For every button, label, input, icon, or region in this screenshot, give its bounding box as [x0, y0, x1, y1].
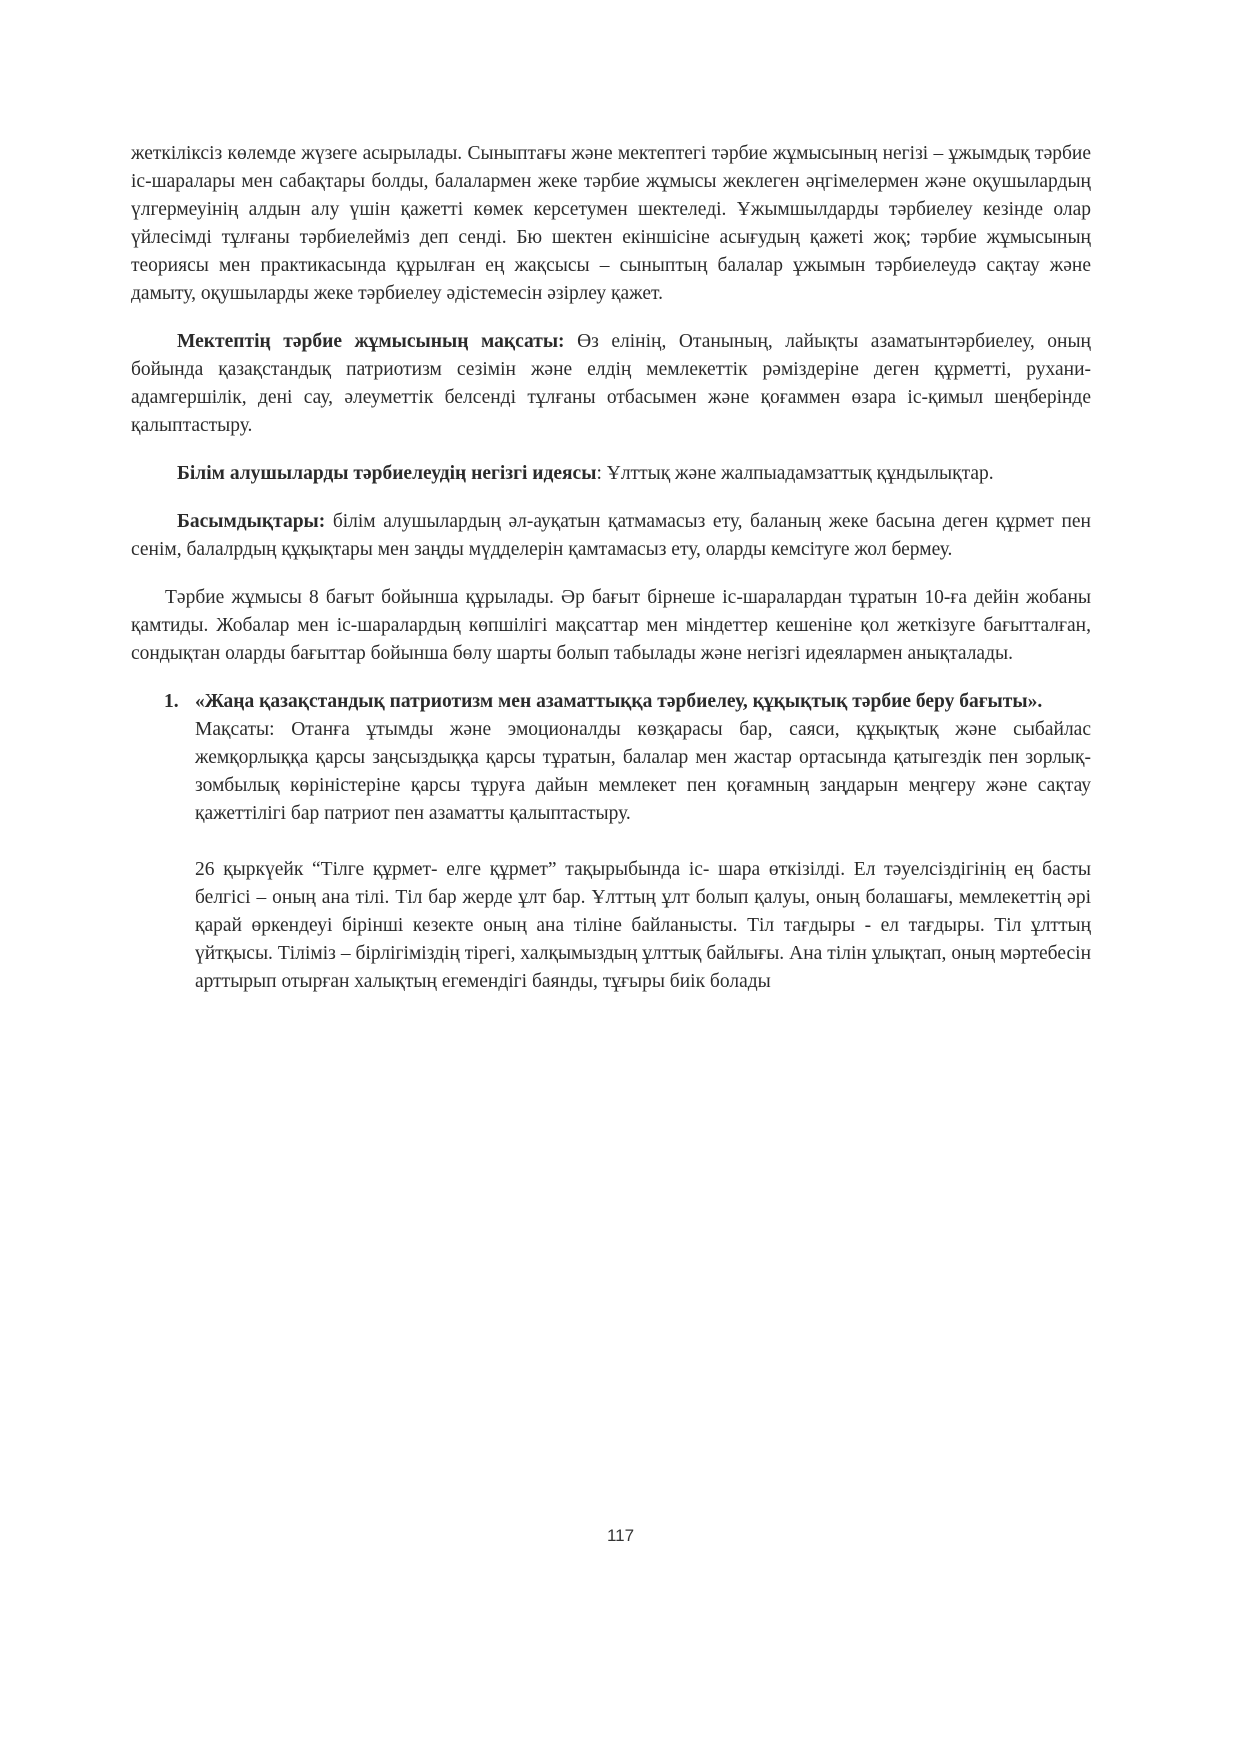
priorities-text: білім алушылардың әл-ауқатын қатмамасыз ету, баланың жеке басына деген құрмет пен сенім, балалрдың құқықтары мен заңды мүдделерін қамтамасыз ету, оларды кемсітуге жол бермеу. [131, 511, 1091, 560]
main-idea-heading: Білім алушыларды тәрбиелеудің негізгі идеясы [177, 463, 597, 484]
main-idea-text: : Ұлттық және жалпыадамзаттық құндылықтар. [596, 463, 994, 484]
page-body [131, 140, 1091, 996]
goal-text: Өз елінің, Отанының, лайықты азаматынтәрбиелеу, оның бойында қазақстандық патриотизм сезімін және елдің мемлекеттік рәміздеріне деген құрметті, рухани-адамгершілік, дені сау, әлеуметтік белсенді тұлғаны отбасымен және қоғаммен өзара іс-қимыл шеңберінде қалыптастыру. [131, 331, 1091, 436]
paragraph-priorities [131, 508, 1091, 564]
list-item [131, 688, 1091, 996]
paragraph-main-idea [131, 460, 1091, 488]
paragraph-directions: Тәрбие жұмысы 8 бағыт бойынша құрылады. Әр бағыт бірнеше іс-шаралардан тұратын 10-ға дейін жобаны қамтиды. Жобалар мен іс-шаралардың көпшілігі мақсаттар мен міндеттер кешеніне қол жеткізуге бағытталған, сондықтан оларды бағыттар бойынша бөлу шарты болып табылады және негізгі идеялармен анықталады. [131, 587, 1091, 664]
list-item-title: «Жаңа қазақстандық патриотизм мен азаматтыққа тәрбиелеу, құқықтық тәрбие беру бағыты». [195, 691, 1043, 712]
paragraph-goal [131, 328, 1091, 440]
paragraph-continued: жеткіліксіз көлемде жүзеге асырылады. Сыныптағы және мектептегі тәрбие жұмысының негізі – ұжымдық тәрбие іс-шаралары мен сабақтары болды, балалармен жеке тәрбие жұмысы жеклеген әңгімелермен және оқушылардың үлгермеуінің алдын алу үшін қажетті көмек керсетумен шектеледі. Ұжымшылдарды тәрбиелеу кезінде олар үйлесімді тұлғаны тәрбиелейміз деп сенді. Бю шектен екіншісіне асығудың қажеті жоқ; тәрбие жұмысының теориясы мен практикасында құрылған ең жақсысы – сыныптың балалар ұжымын тәрбиелеудә сақтау және дамыту, оқушыларды жеке тәрбиелеу әдістемесін әзірлеу қажет. [131, 143, 1091, 304]
list-item-goal: Мақсаты: Отанға ұтымды және эмоционалды көзқарасы бар, саяси, құқықтық және сыбайлас жемқорлыққа қарсы заңсыздыққа қарсы тұратын, балалар мен жастар ортасында қатыгездік пен зорлық-зомбылық көріністеріне қарсы тұруға дайын мемлекет пен қоғамның заңдарын меңгеру және сақтау қажеттілігі бар патриот пен азаматты қалыптастыру. [195, 719, 1091, 824]
list-item-event: 26 қыркүейк “Тілге құрмет- елге құрмет” тақырыбында іс- шара өткізілді. Ел тәуелсіздігінің ең басты белгісі – оның ана тілі. Тіл бар жерде ұлт бар. Ұлттың ұлт болып қалуы, оның болашағы, мемлекеттің әрі қарай өркендеуі бірінші кезекте оның ана тіліне байланысты. Тіл тағдыры - ел тағдыры. Тіл ұлттың үйтқысы. Тіліміз – бірлігіміздің тірегі, халқымыздың ұлттық байлығы. Ана тілін ұлықтап, оның мәртебесін арттырып отырған халықтың егемендігі баянды, тұғыры биік болады [195, 859, 1091, 992]
list-item-number: 1. [164, 691, 179, 712]
goal-heading: Мектептің тәрбие жұмысының мақсаты: [177, 331, 565, 352]
priorities-heading: Басымдықтары: [177, 511, 326, 532]
page-number: 117 [606, 1526, 635, 1545]
